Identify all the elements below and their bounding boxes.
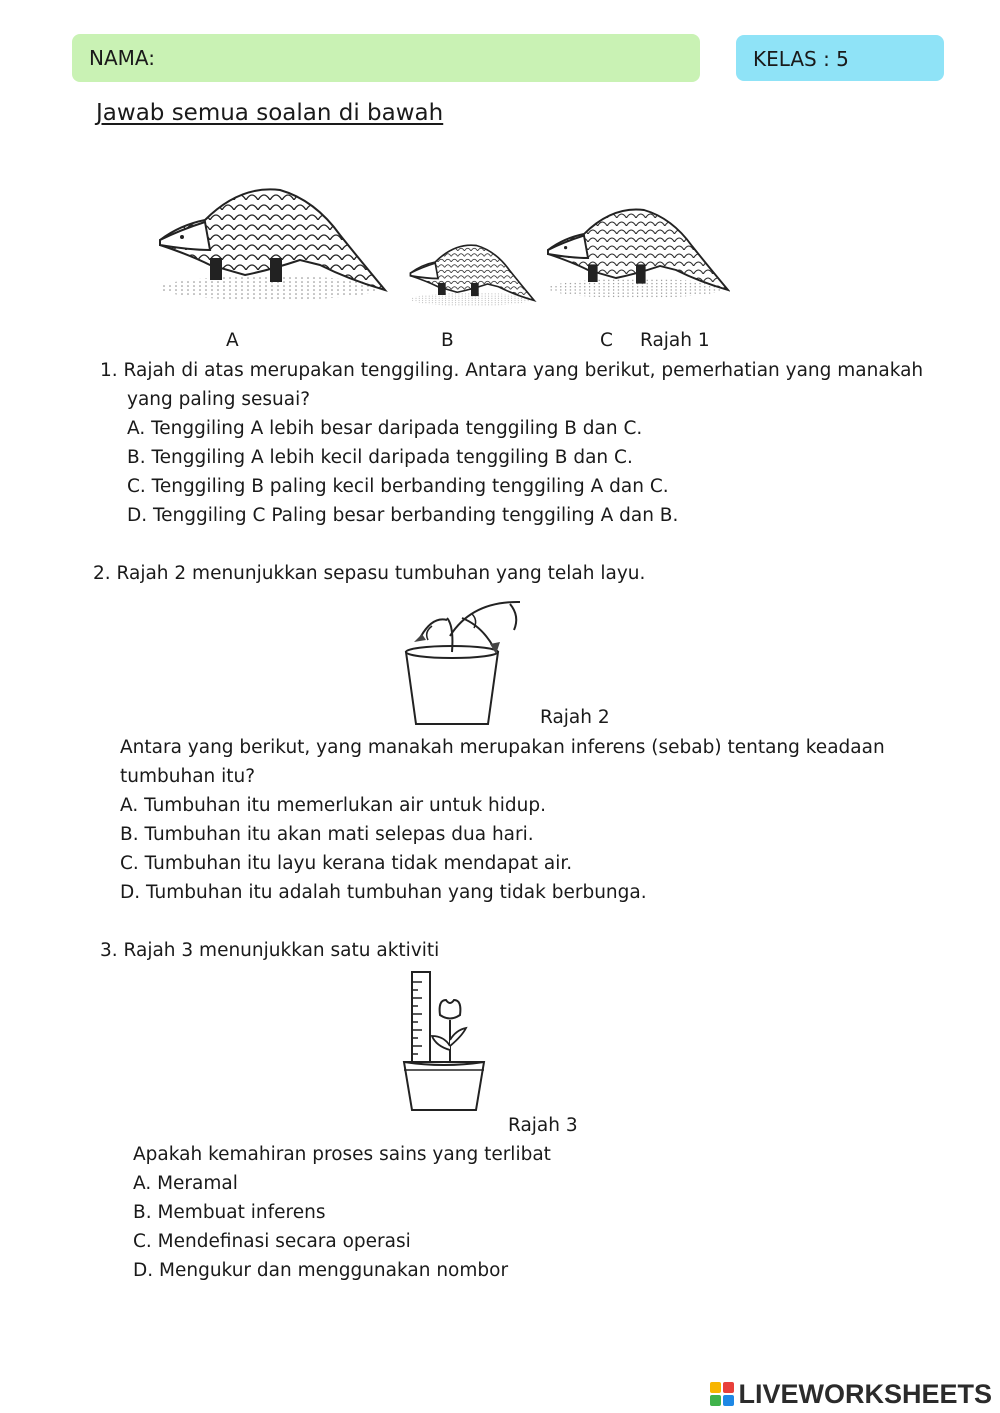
q3-option-b[interactable]: B. Membuat inferens	[133, 1202, 326, 1223]
pangolin-a	[160, 189, 385, 300]
q2-stem-line1: Antara yang berikut, yang manakah merupakan inferens (sebab) tentang keadaan	[120, 737, 885, 758]
liveworksheets-watermark	[710, 1378, 992, 1410]
figure1-label-a: A	[226, 330, 239, 351]
pangolin-figure	[150, 180, 730, 310]
q1-option-c[interactable]: C. Tenggiling B paling kecil berbanding tenggiling A dan C.	[127, 476, 669, 497]
figure1-caption: Rajah 1	[640, 330, 710, 351]
wilted-plant-figure	[402, 596, 532, 730]
q1-stem-line1: 1. Rajah di atas merupakan tenggiling. Antara yang berikut, pemerhatian yang manakah	[100, 360, 924, 381]
name-field-box[interactable]	[72, 34, 700, 82]
q2-intro: 2. Rajah 2 menunjukkan sepasu tumbuhan yang telah layu.	[93, 563, 646, 584]
pangolin-b	[411, 245, 535, 306]
q3-intro: 3. Rajah 3 menunjukkan satu aktiviti	[100, 940, 440, 961]
q2-stem-line2: tumbuhan itu?	[120, 766, 256, 787]
q1-stem-line2: yang paling sesuai?	[127, 389, 311, 410]
q3-stem: Apakah kemahiran proses sains yang terlibat	[133, 1144, 551, 1165]
q2-option-c[interactable]: C. Tumbuhan itu layu kerana tidak mendapat air.	[120, 853, 573, 874]
q3-option-a[interactable]: A. Meramal	[133, 1173, 238, 1194]
figure1-label-c: C	[600, 330, 613, 351]
watermark-text: LIVEWORKSHEETS	[738, 1378, 992, 1409]
q1-option-a[interactable]: A. Tenggiling A lebih besar daripada tenggiling B dan C.	[127, 418, 643, 439]
class-field-box	[736, 35, 944, 81]
plant-ruler-figure	[400, 970, 490, 1115]
q3-option-c[interactable]: C. Mendefinasi secara operasi	[133, 1231, 411, 1252]
liveworksheets-logo-icon	[710, 1382, 734, 1406]
q2-option-b[interactable]: B. Tumbuhan itu akan mati selepas dua hari.	[120, 824, 534, 845]
q2-option-d[interactable]: D. Tumbuhan itu adalah tumbuhan yang tidak berbunga.	[120, 882, 647, 903]
q1-option-d[interactable]: D. Tenggiling C Paling besar berbanding tenggiling A dan B.	[127, 505, 679, 526]
page-instruction: Jawab semua soalan di bawah	[96, 100, 444, 126]
pangolin-c	[548, 210, 728, 299]
figure1-label-b: B	[441, 330, 454, 351]
name-label: NAMA:	[89, 46, 155, 70]
figure3-caption: Rajah 3	[508, 1115, 578, 1136]
class-label: KELAS : 5	[753, 47, 849, 71]
q2-option-a[interactable]: A. Tumbuhan itu memerlukan air untuk hidup.	[120, 795, 547, 816]
q3-option-d[interactable]: D. Mengukur dan menggunakan nombor	[133, 1260, 509, 1281]
q1-option-b[interactable]: B. Tenggiling A lebih kecil daripada tenggiling B dan C.	[127, 447, 633, 468]
figure2-caption: Rajah 2	[540, 707, 610, 728]
